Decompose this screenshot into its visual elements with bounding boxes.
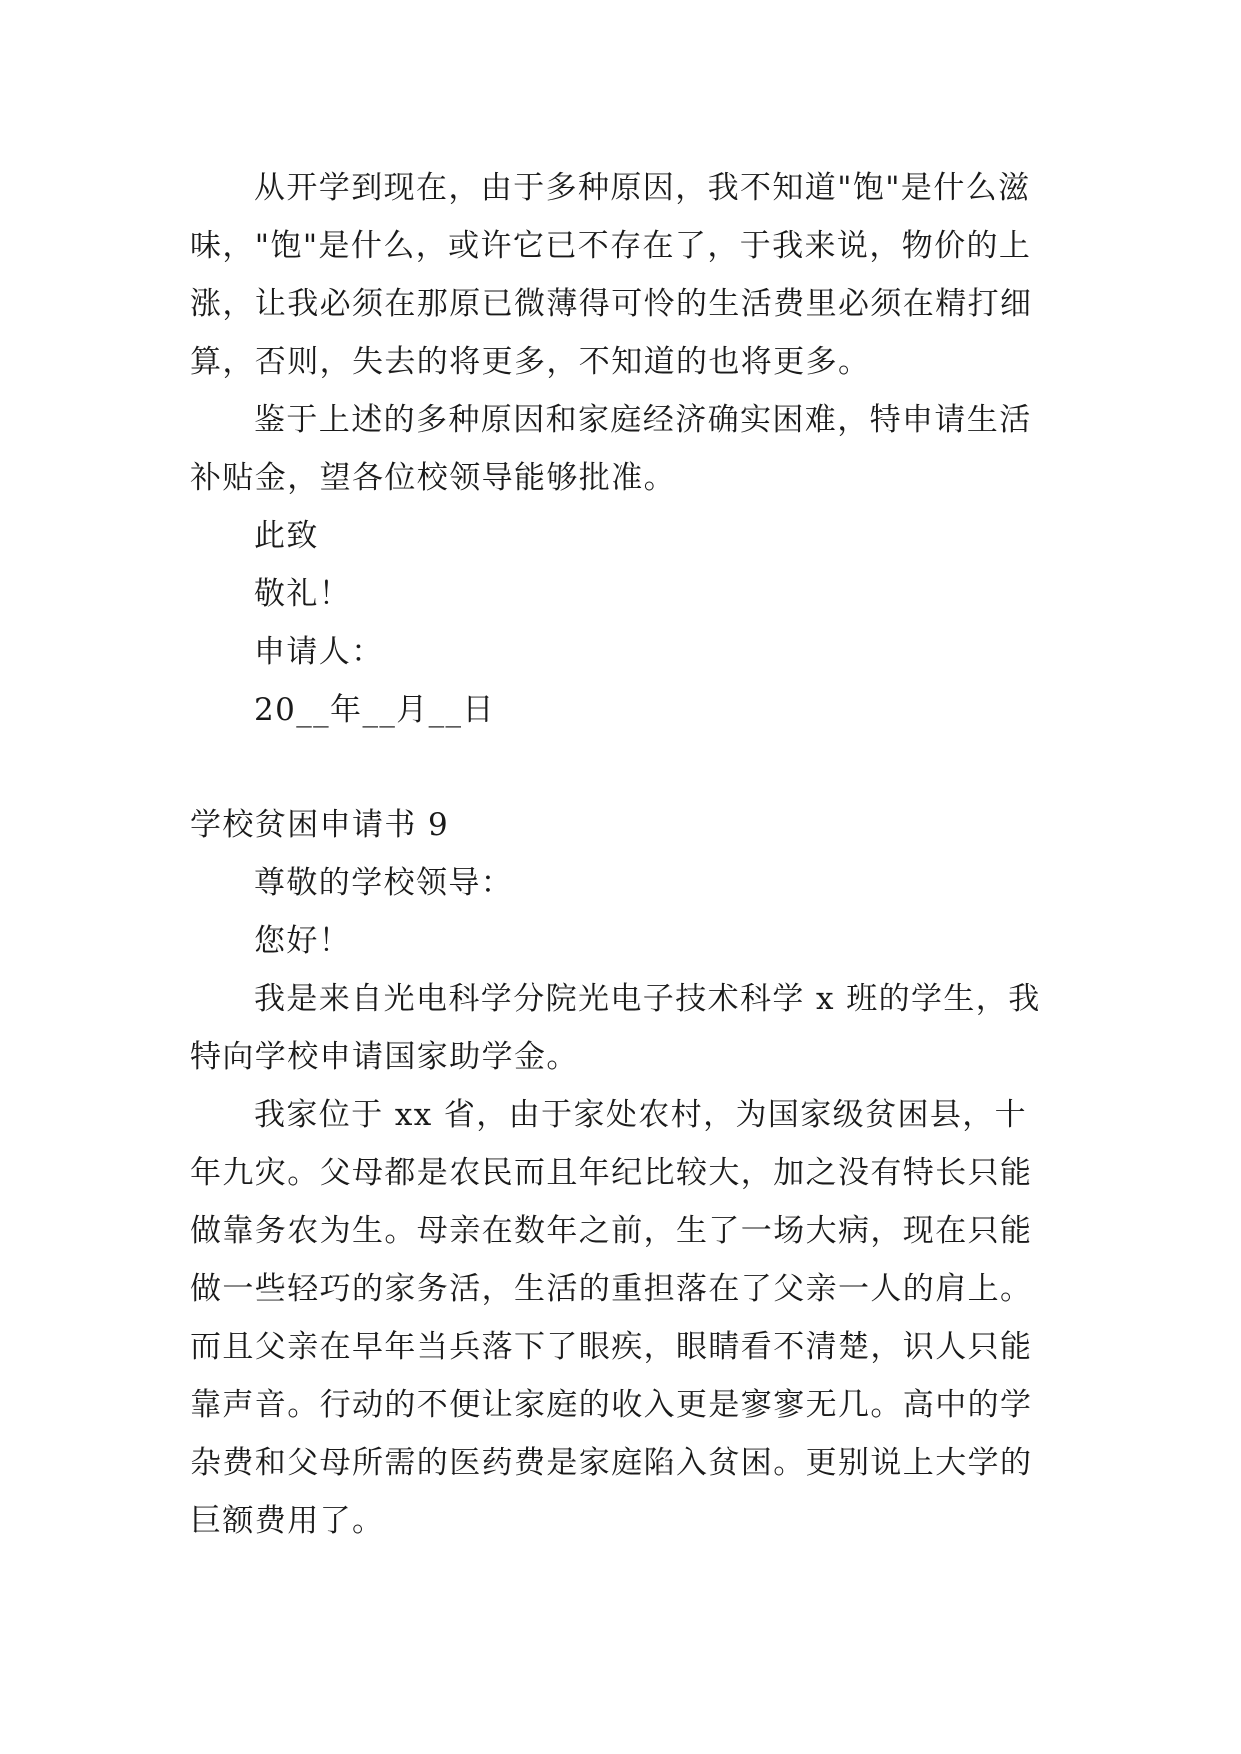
paragraph-line: 我是来自光电科学分院光电子技术科学 x 班的学生，我 — [254, 981, 1041, 1017]
paragraph-line: 靠声音。行动的不便让家庭的收入更是寥寥无几。高中的学 — [190, 1387, 1033, 1423]
paragraph-line: 我家位于 xx 省，由于家处农村，为国家级贫困县，十 — [254, 1097, 1028, 1133]
closing-line: 此致 — [254, 518, 319, 554]
paragraph-line: 味，"饱"是什么，或许它已不存在了，于我来说，物价的上 — [190, 228, 1032, 264]
section-title: 学校贫困申请书 9 — [190, 807, 450, 843]
greeting-line: 您好！ — [254, 923, 352, 959]
paragraph-line: 涨，让我必须在那原已微薄得可怜的生活费里必须在精打细 — [190, 286, 1033, 322]
salutation-line: 敬礼！ — [254, 576, 352, 612]
paragraph-line: 从开学到现在，由于多种原因，我不知道"饱"是什么滋 — [254, 170, 1031, 206]
paragraph-line: 年九灾。父母都是农民而且年纪比较大，加之没有特长只能 — [190, 1155, 1033, 1191]
greeting-line: 尊敬的学校领导： — [254, 865, 514, 901]
paragraph-line: 杂费和父母所需的医药费是家庭陷入贫困。更别说上大学的 — [190, 1445, 1033, 1481]
paragraph-line: 而且父亲在早年当兵落下了眼疾，眼睛看不清楚，识人只能 — [190, 1329, 1033, 1365]
paragraph-line: 做一些轻巧的家务活，生活的重担落在了父亲一人的肩上。 — [190, 1271, 1033, 1307]
paragraph-line: 鉴于上述的多种原因和家庭经济确实困难，特申请生活 — [254, 402, 1032, 438]
paragraph-line: 做靠务农为生。母亲在数年之前，生了一场大病，现在只能 — [190, 1213, 1033, 1249]
applicant-line: 申请人： — [254, 634, 384, 670]
paragraph-line: 巨额费用了。 — [190, 1503, 385, 1539]
paragraph-line: 算，否则，失去的将更多，不知道的也将更多。 — [190, 344, 871, 380]
paragraph-line: 补贴金，望各位校领导能够批准。 — [190, 460, 676, 496]
date-line: 20__年__月__日 — [254, 692, 495, 728]
paragraph-line: 特向学校申请国家助学金。 — [190, 1039, 579, 1075]
